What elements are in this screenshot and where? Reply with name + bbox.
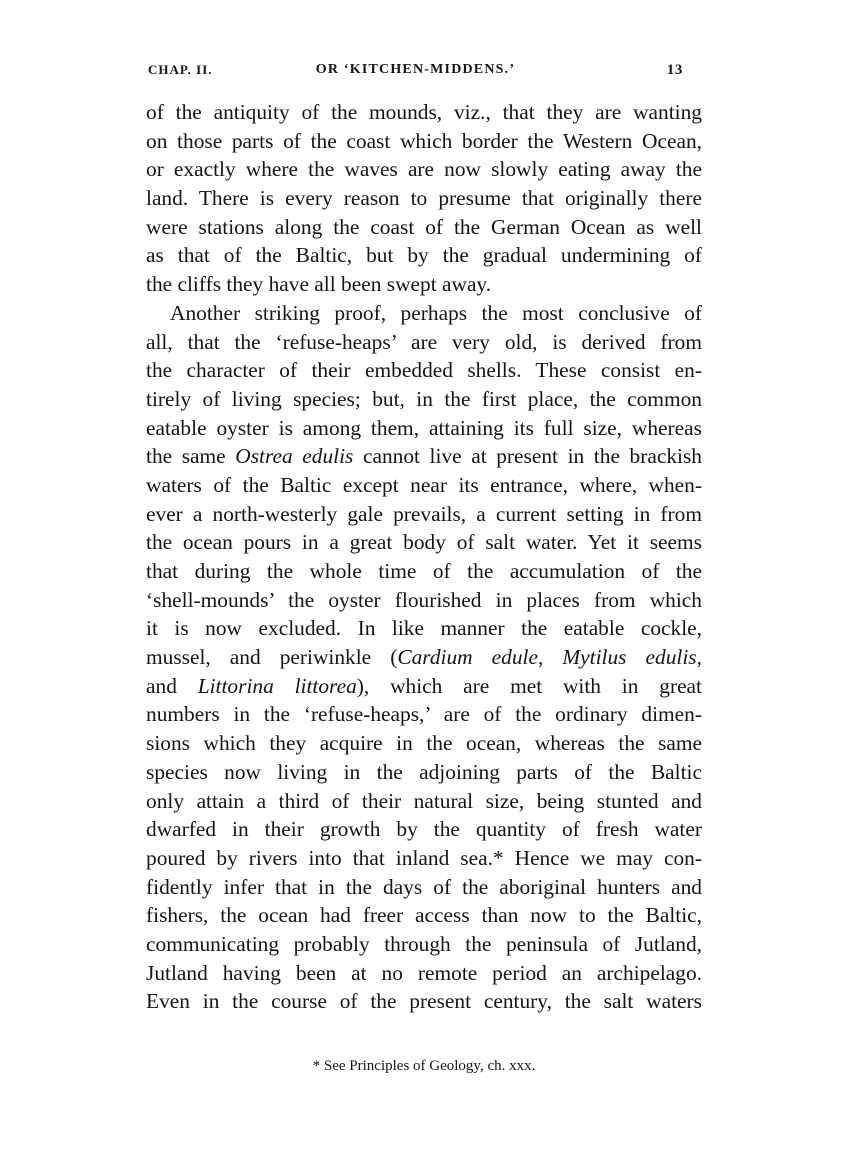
- text-line: sions which they acquire in the ocean, whereas the same: [146, 731, 702, 756]
- text-line: as that of the Baltic, but by the gradual undermining of: [146, 243, 702, 268]
- text-line: numbers in the ‘refuse-heaps,’ are of the ordinary dimen-: [146, 702, 702, 727]
- text-line: ‘shell-mounds’ the oyster flourished in places from which: [146, 587, 702, 612]
- text-line: fishers, the ocean had freer access than now to the Baltic,: [146, 903, 702, 928]
- page-number: 13: [666, 62, 683, 78]
- text-line: species now living in the adjoining parts of the Baltic: [146, 759, 702, 784]
- text-line: or exactly where the waves are now slowly eating away the: [146, 157, 702, 182]
- text-line: and Littorina littorea), which are met with in great: [146, 673, 702, 698]
- running-title: OR ‘KITCHEN-MIDDENS.’: [315, 62, 516, 77]
- text-line: fidently infer that in the days of the aboriginal hunters and: [146, 874, 702, 899]
- text-line: Jutland having been at no remote period an archipelago.: [146, 960, 702, 985]
- text-line: ever a north-westerly gale prevails, a current setting in from: [146, 501, 702, 526]
- text-line: the same Ostrea edulis cannot live at present in the brackish: [146, 444, 702, 469]
- text-line: communicating probably through the peninsula of Jutland,: [146, 931, 702, 956]
- text-line: only attain a third of their natural size, being stunted and: [146, 788, 702, 813]
- text-line: poured by rivers into that inland sea.* Hence we may con-: [146, 845, 702, 870]
- text-line: the cliffs they have all been swept away.: [146, 272, 492, 297]
- text-line: that during the whole time of the accumulation of the: [146, 559, 702, 583]
- text-line: it is now excluded. In like manner the eatable cockle,: [146, 616, 702, 641]
- chapter-label: CHAP. II.: [148, 62, 213, 77]
- text-line: eatable oyster is among them, attaining its full size, whereas: [146, 415, 702, 440]
- text-line: the ocean pours in a great body of salt water. Yet it seems: [146, 530, 702, 555]
- text-line: Even in the course of the present century, the salt waters: [146, 989, 702, 1014]
- text-line: tirely of living species; but, in the first place, the common: [146, 386, 702, 411]
- text-line: the character of their embedded shells. These consist en-: [146, 358, 702, 383]
- running-head: [148, 62, 683, 86]
- text-line: dwarfed in their growth by the quantity of fresh water: [146, 817, 702, 842]
- paragraph-start-line: Another striking proof, perhaps the most conclusive of: [170, 300, 702, 325]
- text-line: of the antiquity of the mounds, viz., that they are wanting: [146, 100, 702, 124]
- footnote: * See Principles of Geology, ch. xxx.: [312, 1058, 536, 1074]
- text-line: waters of the Baltic except near its entrance, where, when-: [146, 472, 702, 497]
- text-line: on those parts of the coast which border the Western Ocean,: [146, 128, 702, 153]
- text-line: land. There is every reason to presume that originally there: [146, 186, 702, 211]
- text-line: mussel, and periwinkle (Cardium edule, Mytilus edulis,: [146, 645, 702, 670]
- body-text: [146, 98, 702, 1016]
- text-line: were stations along the coast of the German Ocean as well: [146, 214, 702, 239]
- text-line: all, that the ‘refuse-heaps’ are very old, is derived from: [146, 329, 702, 354]
